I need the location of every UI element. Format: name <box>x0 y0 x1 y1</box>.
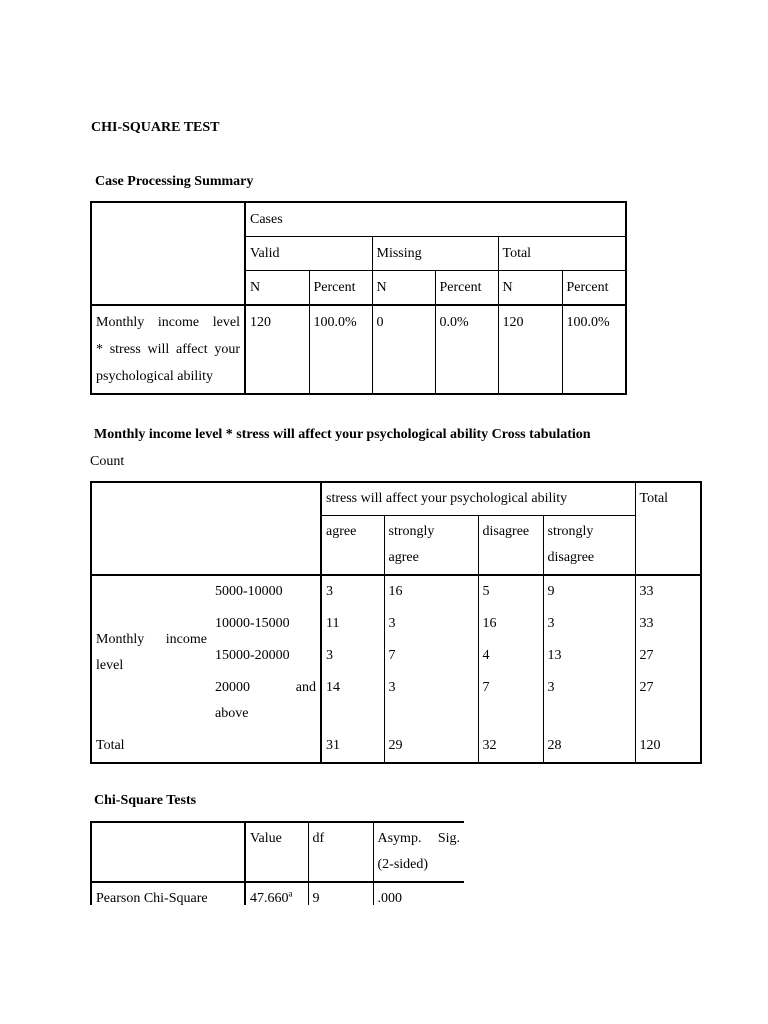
row-label-line: * stress will affect your <box>96 342 240 357</box>
table-row <box>91 822 464 882</box>
row-label-line: above <box>215 706 249 721</box>
cell: 120 <box>639 738 661 753</box>
valid-header: Valid <box>245 237 372 271</box>
row-label: 5000-10000 <box>211 575 321 608</box>
header-line: disagree <box>547 550 595 565</box>
cell: 11 <box>321 608 384 640</box>
row-label: 15000-20000 <box>211 640 321 672</box>
total-percent-cell: 100.0% <box>562 305 626 394</box>
cell: 7 <box>478 672 543 730</box>
sig-header <box>373 822 464 882</box>
row-label-line: psychological ability <box>96 369 214 384</box>
cell: 33 <box>639 584 654 599</box>
header-line: strongly <box>388 524 435 539</box>
case-summary-table <box>90 201 627 395</box>
table-row <box>91 882 464 905</box>
column-header-strongly-agree <box>384 516 478 576</box>
blank-corner-cell <box>91 822 245 882</box>
crosstab-table <box>90 481 702 764</box>
cell: 3 <box>321 575 384 608</box>
cell: 27 <box>639 648 654 663</box>
row-group-label-line: Monthly income <box>96 632 207 647</box>
cell: 9 <box>543 575 635 608</box>
row-group-label <box>91 575 211 730</box>
missing-n-cell: 0 <box>372 305 435 394</box>
cell: 13 <box>543 640 635 672</box>
cell: 33 <box>639 616 654 631</box>
table-row <box>91 482 701 516</box>
total-n-cell: 120 <box>498 305 562 394</box>
n-header: N <box>372 271 435 306</box>
group-header: stress will affect your psychological ability <box>321 482 635 516</box>
value-text: 47.660 <box>250 891 289 905</box>
cell: 16 <box>384 575 478 608</box>
header-line: strongly <box>547 524 594 539</box>
cell: 3 <box>321 640 384 672</box>
total-header: Total <box>498 237 626 271</box>
cell: 3 <box>384 672 478 730</box>
blank-corner-cell <box>91 482 321 575</box>
table-row <box>91 575 701 608</box>
cases-header: Cases <box>245 202 626 237</box>
table-row <box>91 202 626 237</box>
case-summary-title: Case Processing Summary <box>95 174 254 189</box>
cell: 3 <box>543 608 635 640</box>
cell: 27 <box>639 680 654 695</box>
count-label: Count <box>90 454 125 469</box>
row-label-line: Monthly income level <box>96 315 240 330</box>
cell: 31 <box>321 730 384 763</box>
cell: 7 <box>384 640 478 672</box>
row-label <box>91 305 245 394</box>
footnote-marker: a <box>288 888 293 899</box>
header-line: (2-sided) <box>377 857 429 872</box>
cell: 3 <box>384 608 478 640</box>
chi-tests-table <box>90 821 464 905</box>
column-header-disagree: disagree <box>478 516 543 576</box>
cell: 28 <box>543 730 635 763</box>
percent-header: Percent <box>435 271 498 306</box>
cell: 29 <box>384 730 478 763</box>
total-row <box>91 730 701 763</box>
column-header-agree: agree <box>321 516 384 576</box>
header-line: Asymp. Sig. <box>377 831 460 846</box>
valid-n-cell: 120 <box>245 305 309 394</box>
row-label-line: 20000 and <box>215 680 316 695</box>
df-header: df <box>308 822 373 882</box>
sig-cell: .000 <box>373 882 464 905</box>
cell: 32 <box>478 730 543 763</box>
total-row-label: Total <box>91 730 321 763</box>
total-column-header: Total <box>635 482 701 575</box>
valid-percent-cell: 100.0% <box>309 305 372 394</box>
cell: 14 <box>321 672 384 730</box>
header-line: agree <box>388 550 419 565</box>
n-header: N <box>498 271 562 306</box>
df-cell: 9 <box>308 882 373 905</box>
document-heading: CHI-SQUARE TEST <box>91 120 220 135</box>
table-row <box>91 305 626 394</box>
cell: 4 <box>478 640 543 672</box>
value-cell <box>245 882 308 905</box>
row-label: 10000-15000 <box>211 608 321 640</box>
cell: 5 <box>478 575 543 608</box>
percent-header: Percent <box>309 271 372 306</box>
missing-header: Missing <box>372 237 498 271</box>
column-header-strongly-disagree <box>543 516 635 576</box>
crosstab-title: Monthly income level * stress will affect your psychological ability Cross tabulation <box>94 427 591 442</box>
percent-header: Percent <box>562 271 626 306</box>
missing-percent-cell: 0.0% <box>435 305 498 394</box>
chi-tests-clip <box>90 821 464 905</box>
cell: 3 <box>543 672 635 730</box>
chi-tests-title: Chi-Square Tests <box>94 793 197 808</box>
value-header: Value <box>245 822 308 882</box>
row-label <box>211 672 321 730</box>
n-header: N <box>245 271 309 306</box>
row-group-label-line: level <box>96 658 124 673</box>
row-label: Pearson Chi-Square <box>91 882 245 905</box>
blank-corner-cell <box>91 202 245 305</box>
cell: 16 <box>478 608 543 640</box>
